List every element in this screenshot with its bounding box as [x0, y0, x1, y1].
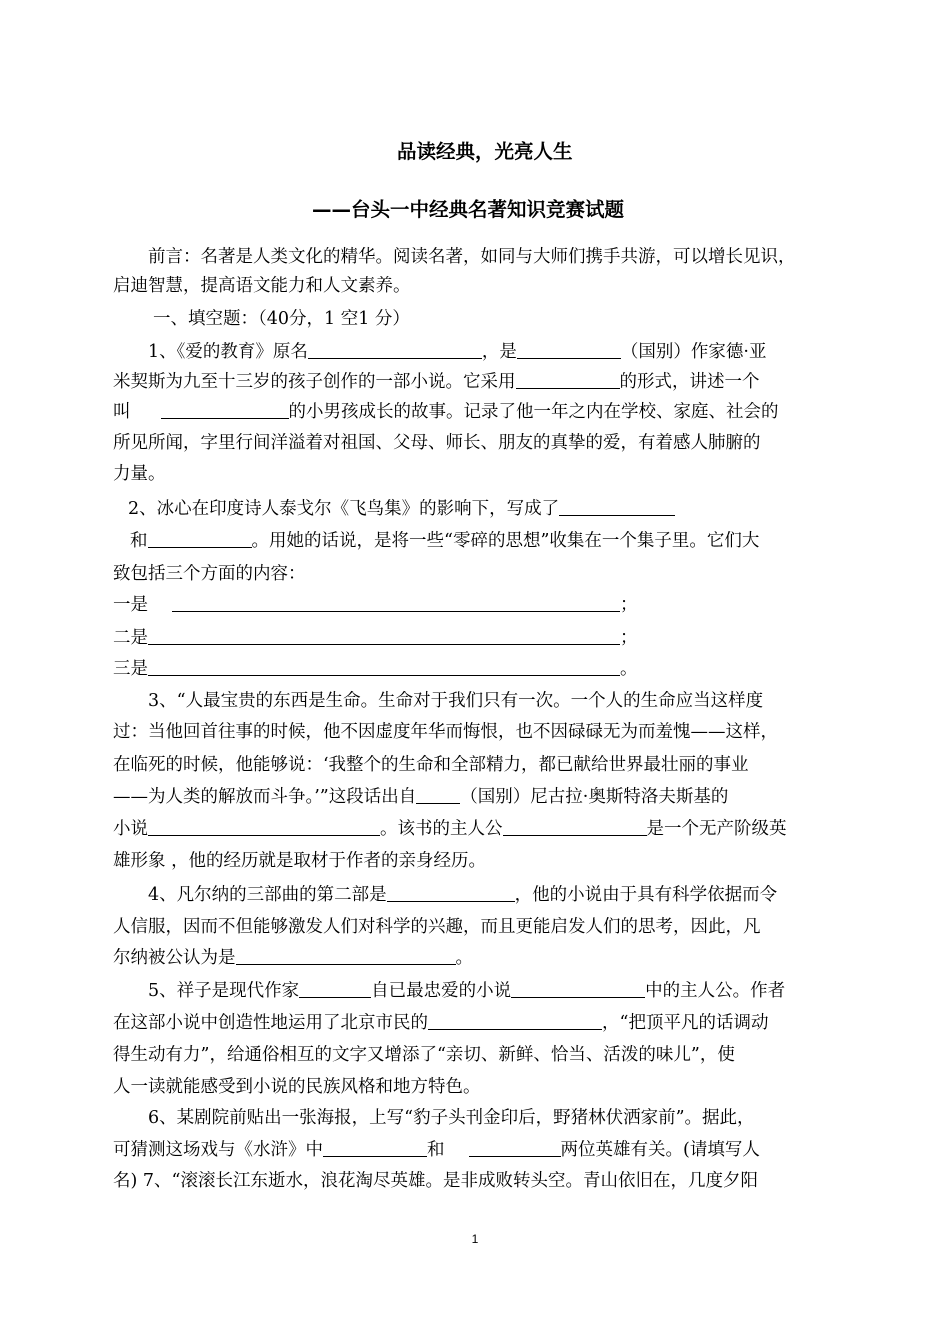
answer-blank[interactable] — [428, 1011, 602, 1030]
question-5: 得生动有力”，给通俗相互的文字又增添了“亲切、新鲜、恰当、活泼的味儿”，使 — [113, 1045, 735, 1065]
question-4: 尔纳被公认为是 。 — [113, 948, 473, 968]
answer-blank[interactable] — [148, 657, 620, 676]
question-3: 3、“人最宝贵的东西是生命。生命对于我们只有一次。一个人的生命应当这样度 — [148, 691, 764, 711]
page-number: 1 — [471, 1232, 479, 1246]
question-2: 致包括三个方面的内容： — [113, 564, 306, 584]
page-title: 品读经典，光亮人生 — [397, 140, 573, 163]
question-2-item: 一是 ； — [113, 595, 638, 615]
answer-blank[interactable] — [387, 883, 515, 902]
answer-blank[interactable] — [308, 340, 482, 359]
question-3: 在临死的时候，他能够说：‘我整个的生命和全部精力，都已献给世界最壮丽的事业 — [113, 755, 749, 775]
preface-line: 启迪智慧，提高语文能力和人文素养。 — [113, 276, 411, 296]
question-1: 叫 的小男孩成长的故事。记录了他一年之内在学校、家庭、社会的 — [113, 402, 779, 422]
question-6: 6、某剧院前贴出一张海报，上写“豹子头刊金印后，野猪林伏洒家前”。据此， — [148, 1108, 755, 1128]
question-2: 和 。用她的话说，是将一些“零碎的思想”收集在一个集子里。它们大 — [130, 531, 760, 551]
question-6: 可猜测这场戏与《水浒》中 和 两位英雄有关。(请填写人 — [113, 1140, 760, 1160]
answer-blank[interactable] — [299, 979, 371, 998]
question-2-item: 三是 。 — [113, 659, 638, 679]
answer-blank[interactable] — [511, 979, 645, 998]
question-3: ——为人类的解放而斗争。’”这段话出自 （国别）尼古拉·奥斯特洛夫斯基的 — [113, 787, 729, 807]
question-2: 2、冰心在印度诗人泰戈尔《飞鸟集》的影响下，写成了 — [128, 496, 675, 522]
answer-blank[interactable] — [516, 370, 620, 389]
answer-blank[interactable] — [161, 400, 289, 419]
answer-blank[interactable] — [148, 817, 380, 836]
question-1: 1、《爱的教育》原名 ，是 （国别）作家德·亚 — [148, 342, 767, 362]
question-4: 4、凡尔纳的三部曲的第二部是 ，他的小说由于具有科学依据而令 — [148, 885, 778, 905]
answer-blank[interactable] — [323, 1138, 427, 1157]
answer-blank[interactable] — [148, 529, 252, 548]
question-4: 人信服，因而不但能够激发人们对科学的兴趣，而且更能启发人们的思考，因此，凡 — [113, 917, 761, 937]
question-3: 过：当他回首往事的时候，他不因虚度年华而悔恨，也不因碌碌无为而羞愧——这样， — [113, 722, 778, 742]
preface-line: 前言：名著是人类文化的精华。阅读名著，如同与大师们携手共游，可以增长见识， — [148, 247, 796, 267]
answer-blank[interactable] — [236, 946, 456, 965]
answer-blank[interactable] — [148, 626, 620, 645]
question-2-item: 二是 ； — [113, 628, 638, 648]
question-1: 所见所闻，字里行间洋溢着对祖国、父母、师长、朋友的真挚的爱，有着感人肺腑的 — [113, 433, 761, 453]
answer-blank[interactable] — [559, 497, 675, 516]
question-5: 5、祥子是现代作家 自已最忠爱的小说 中的主人公。作者 — [148, 981, 786, 1001]
question-1: 米契斯为九至十三岁的孩子创作的一部小说。它采用 的形式，讲述一个 — [113, 372, 760, 392]
question-5: 在这部小说中创造性地运用了北京市民的 ，“把顶平凡的话调动 — [113, 1013, 769, 1033]
answer-blank[interactable] — [416, 785, 460, 804]
question-5: 人一读就能感受到小说的民族风格和地方特色。 — [113, 1077, 481, 1097]
question-1: 力量。 — [113, 464, 166, 484]
page-subtitle: ——台头一中经典名著知识竞赛试题 — [312, 198, 625, 221]
answer-blank[interactable] — [469, 1138, 561, 1157]
question-3: 雄形象 ，他的经历就是取材于作者的亲身经历。 — [113, 851, 487, 871]
question-7: 名) 7、“滚滚长江东逝水，浪花淘尽英雄。是非成败转头空。青山依旧在，几度夕阳 — [113, 1171, 758, 1191]
question-3: 小说 。该书的主人公 是一个无产阶级英 — [113, 819, 787, 839]
answer-blank[interactable] — [517, 340, 621, 359]
answer-blank[interactable] — [503, 817, 647, 836]
answer-blank[interactable] — [172, 593, 620, 612]
section-heading: 一、填空题：（40分，1 空1 分） — [153, 309, 410, 329]
